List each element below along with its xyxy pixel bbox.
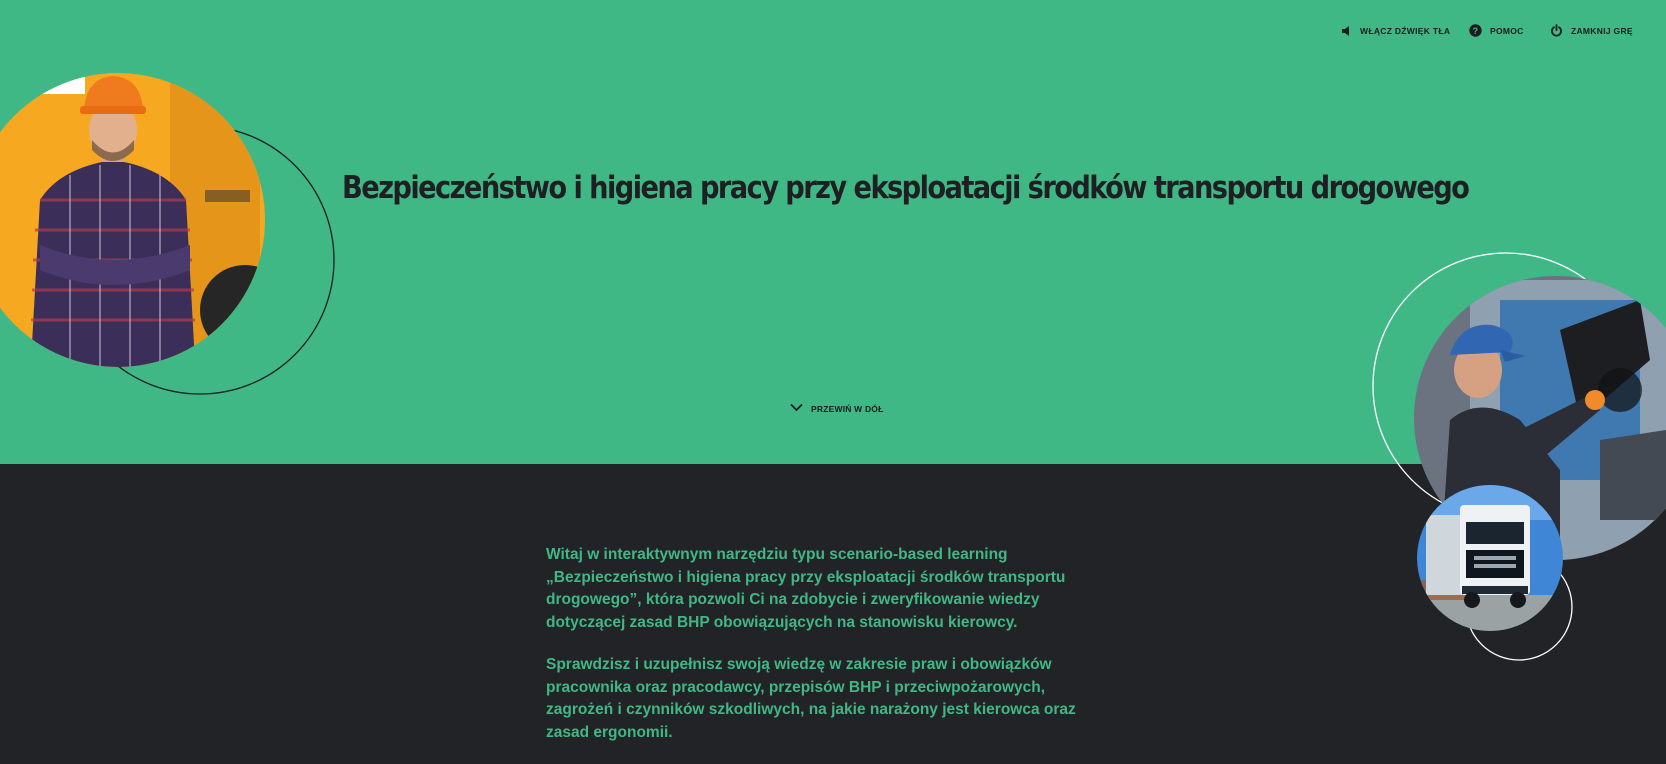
help-label: POMOC xyxy=(1490,25,1524,36)
question-circle-icon xyxy=(1469,24,1482,37)
close-game-button[interactable] xyxy=(1550,24,1633,37)
power-icon xyxy=(1550,24,1563,37)
chevron-down-icon xyxy=(790,403,803,414)
scroll-down-label: PRZEWIŃ W DÓŁ xyxy=(811,403,884,414)
help-button[interactable] xyxy=(1469,24,1524,37)
intro-paragraph-1: Witaj w interaktywnym narzędziu typu scenario-based learning „Bezpieczeństwo i higiena pracy przy eksploatacji środków transportu drogowego”, która pozwoli Ci na zdobycie i zweryfikowanie wiedzy dotyczącej zasad BHP obowiązujących na stanowisku kierowcy. xyxy=(546,546,1066,631)
scroll-down-button[interactable] xyxy=(790,403,883,414)
page-title: Bezpieczeństwo i higiena pracy przy eksploatacji środków transportu drogowego xyxy=(342,170,1469,206)
intro-paragraph-2: Sprawdzisz i uzupełnisz swoją wiedzę w zakresie praw i obowiązków pracownika oraz pracodawcy, przepisów BHP i przeciwpożarowych, zagrożeń i czynników szkodliwych, na jakie narażony jest kierowca oraz zasad ergonomii. xyxy=(546,656,1076,741)
svg-text:?: ? xyxy=(1472,26,1479,36)
sound-toggle-label: WŁĄCZ DŹWIĘK TŁA xyxy=(1360,26,1451,36)
speaker-icon xyxy=(1341,25,1352,37)
sound-toggle-button[interactable] xyxy=(1341,25,1450,37)
intro-text xyxy=(546,544,1076,764)
close-game-label: ZAMKNIJ GRĘ xyxy=(1571,25,1633,36)
